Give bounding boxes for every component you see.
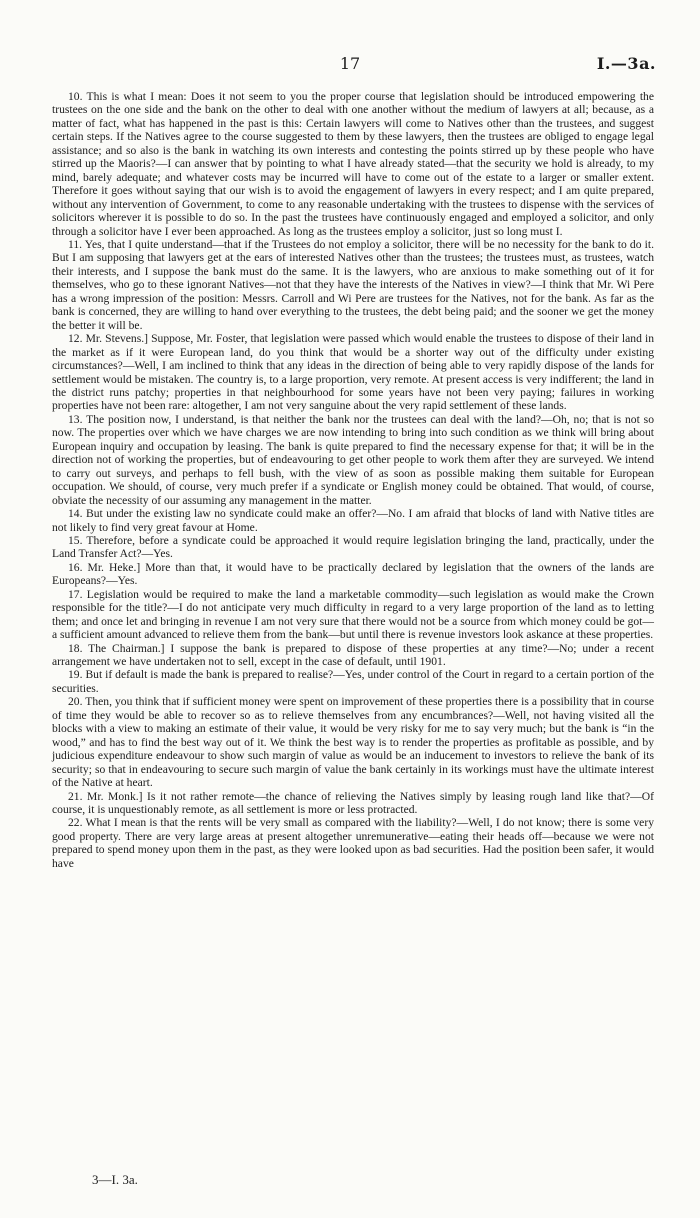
paragraph-22: 22. What I mean is that the rents will be very small as compared with the liability?—Well, I do not know; there is some very good property. There are very large areas at present altogether unremunerative—eating their heads off—because we were not prepared to spend money upon them in the past, as they were looked upon as bad securities. Had the position been safer, it would have <box>52 816 654 870</box>
paragraph-18: 18. The Chairman.] I suppose the bank is prepared to dispose of these properties at any time?—No; under a recent arrangement we have undertaken not to sell, except in the case of default, until 1901. <box>52 641 654 669</box>
paragraph-17: 17. Legislation would be required to make the land a marketable commodity—such legislation as would make the Crown responsible for the title?—I do not anticipate very much difficulty in regard to a very large proportion of the land as to letting them; and once let and bringing in revenue I am not very sure that there would not be a source from which money could be got—a sufficient amount advanced to relieve them from the bank—but until there is revenue investors look askance at these properties. <box>52 587 654 642</box>
paragraph-16: 16. Mr. Heke.] More than that, it would have to be practically declared by legislation that the owners of the lands are Europeans?—Yes. <box>52 560 654 588</box>
paragraph-14: 14. But under the existing law no syndicate could make an offer?—No. I am afraid that blocks of land with Native titles are not likely to find very great favour at Home. <box>52 507 654 534</box>
body-text <box>52 90 654 870</box>
paragraph-13: 13. The position now, I understand, is that neither the bank nor the trustees can deal with the land?—Oh, no; that is not so now. The properties over which we have charges we are now intending to bring into such condition as we think will bring about European inquiry and occupation by leasing. The bank is quite prepared to find the necessary expense for that; it will be in the direction not of working the properties, but of endeavouring to get other people to work them after they are surveyed. We intend to carry out surveys, and perhaps to fell bush, with the view of as soon as possible making them suitable for European occupation. We should, of course, very much prefer if a syndicate or English money could be obtained. That would, of course, obviate the necessity of our assuming any management in the matter. <box>52 412 654 507</box>
page-header <box>30 54 670 76</box>
paragraph-11: 11. Yes, that I quite understand—that if the Trustees do not employ a solicitor, there will be no necessity for the bank to do it. But I am supposing that lawyers get at the ears of interested Natives other than the trustees; the trustees must, as trustees, watch their interests, and I suppose the bank must do the same. It is the lawyers, who are anxious to make something out of it for themselves, who go to these ignorant Natives—not that they have the interests of the Natives in view?—I think that Mr. Wi Pere has a wrong impression of the position: Messrs. Carroll and Wi Pere are trustees for the Natives, not for the bank. As far as the bank is concerned, they are willing to hand over everything to the trustees, the debt being paid; and the sooner we get the money the better it will be. <box>52 237 654 332</box>
document-reference: I.—3a. <box>596 54 656 73</box>
paragraph-21: 21. Mr. Monk.] Is it not rather remote—the chance of relieving the Natives simply by leasing rough land like that?—Of course, it is unquestionably remote, as all settlement is more or less protracted. <box>52 789 654 817</box>
paragraph-19: 19. But if default is made the bank is prepared to realise?—Yes, under control of the Court in regard to a certain portion of the securities. <box>52 668 654 695</box>
paragraph-12: 12. Mr. Stevens.] Suppose, Mr. Foster, that legislation were passed which would enable the trustees to dispose of their land in the market as if it were European land, do you think that would be a shorter way out of the difficulty under existing circumstances?—Well, I am inclined to think that any ideas in the direction of being able to very rapidly dispose of the lands for settlement would be mistaken. The country is, to a large proportion, very remote. At present access is very indifferent; the land in the district runs patchy; properties in that neighbourhood for some years have not been very paying; failures in working properties have not been rare: altogether, I am not very sanguine about the very rapid settlement of these lands. <box>52 332 654 413</box>
paragraph-20: 20. Then, you think that if sufficient money were spent on improvement of these properties there is a possibility that in course of time they would be able to recover so as to relieve themselves from any encumbrances?—Well, not having visited all the blocks with a view to making an estimate of their value, it would be very risky for me to say very much; but the bank is “in the wood,” and has to find the best way out of it. We think the best way is to render the properties as profitable as possible, and by judicious expenditure endeavour to show such margin of value as would be an inducement to investors to relieve the bank of its security; so that in endeavouring to secure such margin of value the bank certainly in its workings must have the ultimate interest of the Native at heart. <box>52 695 654 790</box>
paragraph-15: 15. Therefore, before a syndicate could be approached it would require legislation bringing the land, practically, under the Land Transfer Act?—Yes. <box>52 533 654 561</box>
signature-mark: 3—I. 3a. <box>92 1172 138 1187</box>
page-number: 17 <box>339 54 361 73</box>
paragraph-10: 10. This is what I mean: Does it not seem to you the proper course that legislation should be introduced empowering the trustees on the one side and the bank on the other to deal with one another without the medium of lawyers at all; because, as a matter of fact, what has happened in the past is this: Certain lawyers will come to Natives other than the trustees, and suggest certain steps. If the Natives agree to the course suggested to them by these lawyers, then the trustees are obliged to engage legal assistance; and so also is the bank in watching its own interests and contesting the points stirred up by these people who have stirred up the Maoris?—I can answer that by pointing to what I have already stated—that the security we hold is already, to my mind, barely adequate; and whatever costs may be incurred will have to come out of the estate to a larger or smaller extent. Therefore it goes without saying that our wish is to avoid the engagement of lawyers in every respect; and I am quite prepared, without any intervention of Government, to come to any reasonable undertaking with the trustees to dispense with the services of solicitors wherever it is possible to do so. In the past the trustees have continuously engaged and employed a solicitor, and only through a solicitor have I ever been approached. As long as the trustees employ a solicitor, just so long must I. <box>52 90 654 238</box>
